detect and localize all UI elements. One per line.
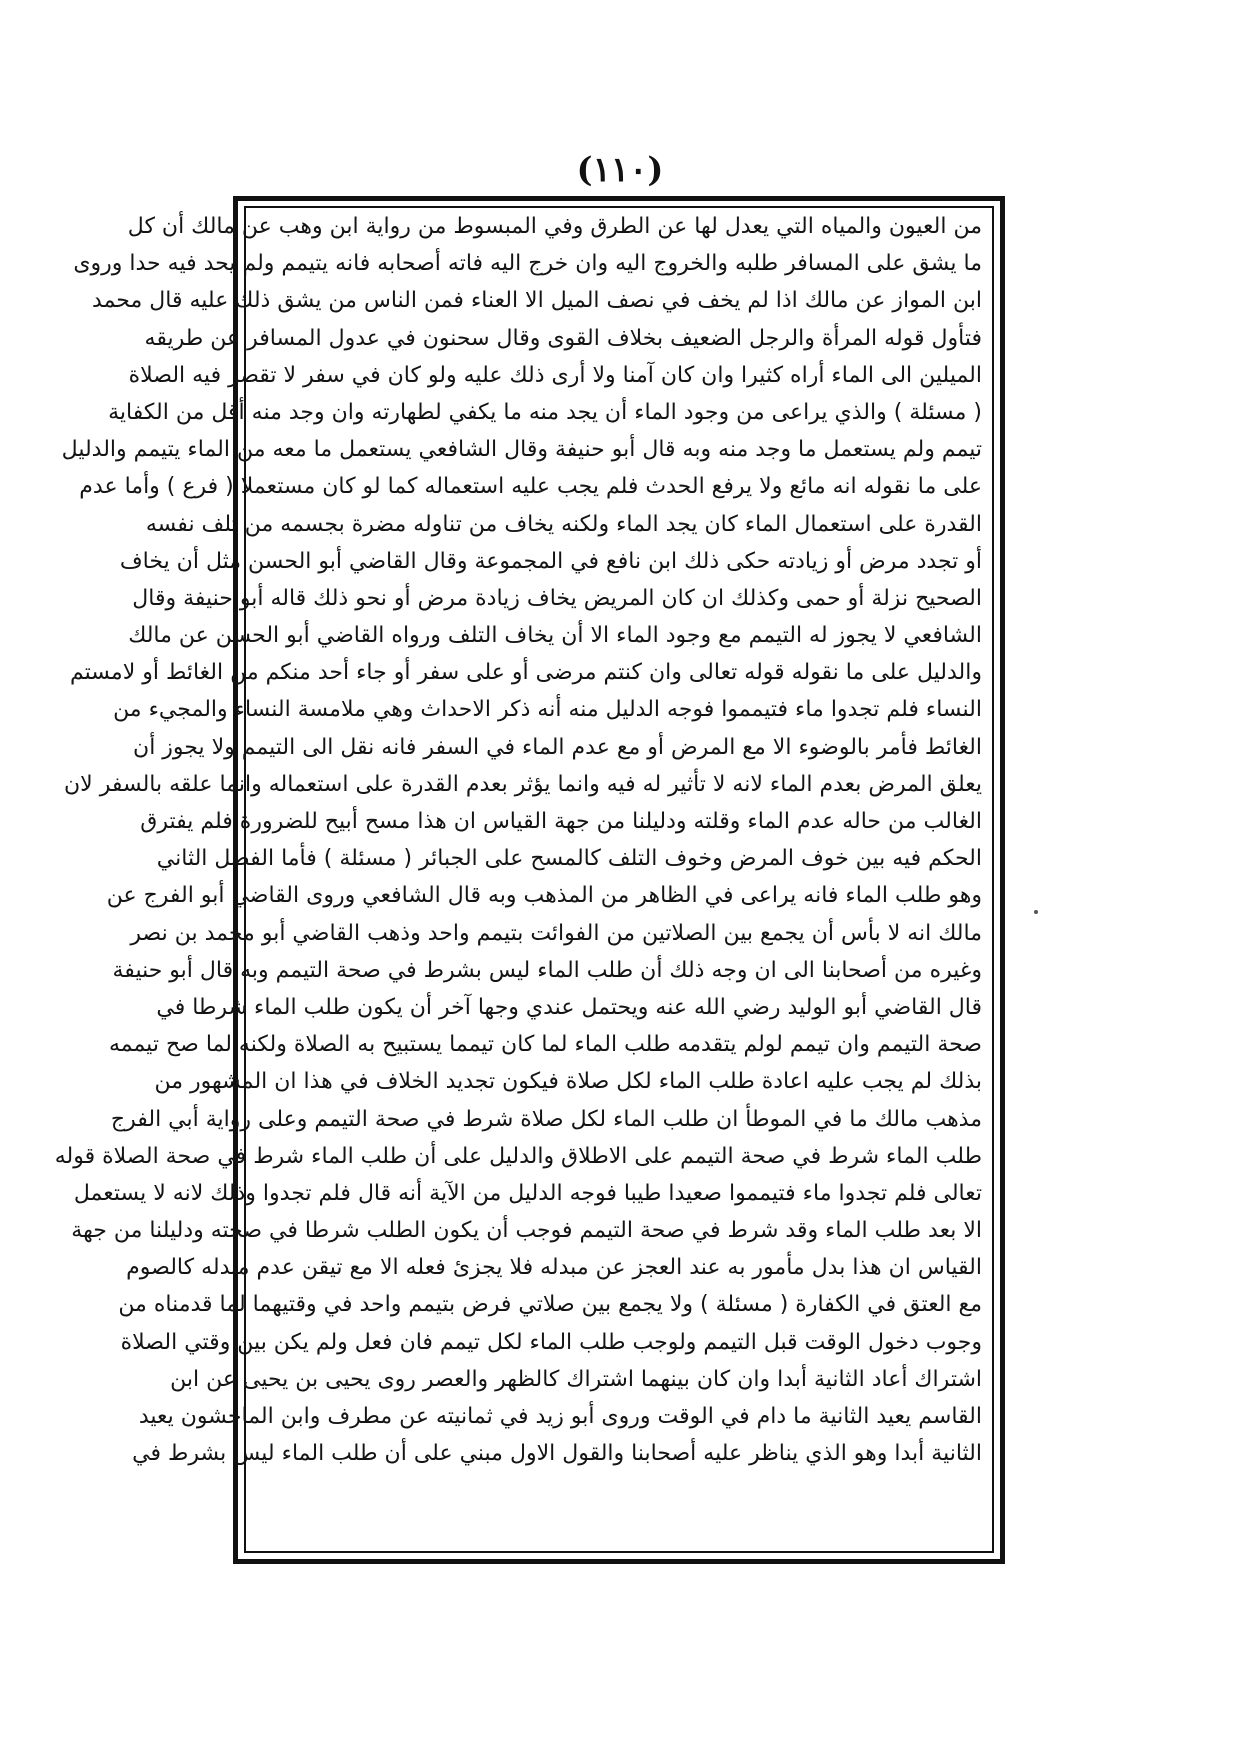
text-line-26: طلب الماء شرط في صحة التيمم على الاطلاق والدليل على أن طلب الماء شرط في صحة الصلاة قوله xyxy=(54,1143,982,1169)
text-line-17: الغالب من حاله عدم الماء وقلته ودليلنا من جهة القياس ان هذا مسح أبيح للضرورة فلم يفترق xyxy=(140,809,982,834)
text-line-32: اشتراك أعاد الثانية أبدا وان كان بينهما اشتراك كالظهر والعصر روى يحيى بن يحيى عن ابن xyxy=(170,1366,982,1392)
text-line-4: فتأول قوله المرأة والرجل الضعيف بخلاف القوى وقال سحنون في عدول المسافر عن طريقه xyxy=(144,325,982,351)
text-line-11: الصحيح نزلة أو حمى وكذلك ان كان المريض يخاف زيادة مرض أو نحو ذلك قاله أبو حنيفة وقال xyxy=(132,585,982,611)
text-line-12: الشافعي لا يجوز له التيمم مع وجود الماء الا أن يخاف التلف ورواه القاضي أبو الحسن عن مالك xyxy=(128,623,982,649)
text-line-6: ( مسئلة ) والذي يراعى من وجود الماء أن يجد منه ما يكفي لطهارته وان وجد منه أقل من الكفاية xyxy=(108,399,982,425)
text-line-29: القياس ان هذا بدل مأمور به عند العجز عن مبدله فلا يجزئ فعله الا مع تيقن عدم مبدله كالصوم xyxy=(126,1255,982,1281)
text-line-3: ابن المواز عن مالك اذا لم يخف في نصف الميل الا العناء فمن الناس من يشق ذلك عليه قال محمد xyxy=(92,288,982,314)
text-line-33: القاسم يعيد الثانية ما دام في الوقت وروى أبو زيد في ثمانيته عن مطرف وابن الماجشون يعيد xyxy=(138,1404,982,1429)
text-line-15: الغائط فأمر بالوضوء الا مع المرض أو مع عدم الماء في السفر فانه نقل الى التيمم ولا يجوز أن xyxy=(133,734,982,760)
text-line-31: وجوب دخول الوقت قبل التيمم ولوجب طلب الماء لكل تيمم فان فعل ولم يكن بين وقتي الصلاة xyxy=(120,1329,982,1355)
text-line-7: تيمم ولم يستعمل ما وجد منه وبه قال أبو حنيفة وقال الشافعي يستعمل ما معه من الماء يتيمم والدليل xyxy=(61,437,982,463)
text-line-9: القدرة على استعمال الماء كان يجد الماء ولكنه يخاف من تناوله مضرة بجسمه من تلف نفسه xyxy=(145,511,982,537)
text-line-1: من العيون والمياه التي يعدل لها عن الطرق وفي المبسوط من رواية ابن وهب عن مالك أن كل xyxy=(127,214,982,239)
text-line-13: والدليل على ما نقوله قوله تعالى وان كنتم مرضى أو على سفر أو جاء أحد منكم من الغائط أو لامستم xyxy=(70,660,982,686)
text-line-28: الا بعد طلب الماء وقد شرط في صحة التيمم فوجب أن يكون الطلب شرطا في صحته ودليلنا من جهة xyxy=(71,1218,982,1244)
text-line-8: على ما نقوله انه مائع ولا يرفع الحدث فلم يجب عليه استعماله كما لو كان مستعملا ( فرع ) وأما عدم xyxy=(79,474,982,500)
text-line-20: مالك انه لا بأس أن يجمع بين الصلاتين من الفوائت بتيمم واحد وذهب القاضي أبو محمد بن نصر xyxy=(130,920,982,946)
text-line-14: النساء فلم تجدوا ماء فتيمموا فوجه الدليل منه أنه ذكر الاحداث وهي ملامسة النساء والمجيء من xyxy=(113,697,982,723)
text-line-16: يعلق المرض بعدم الماء لانه لا تأثير له فيه وانما يؤثر بعدم القدرة على استعماله وانما علقه بالسفر لان xyxy=(64,771,982,797)
text-line-19: وهو طلب الماء فانه يراعى في الظاهر من المذهب وبه قال الشافعي وروى القاضي أبو الفرج عن xyxy=(106,883,982,909)
text-line-27: تعالى فلم تجدوا ماء فتيمموا صعيدا طيبا فوجه الدليل من الآية أنه قال فلم تجدوا وذلك لانه لا يستعمل xyxy=(73,1180,982,1206)
text-line-24: بذلك لم يجب عليه اعادة طلب الماء لكل صلاة فيكون تجديد الخلاف في هذا ان المشهور من xyxy=(154,1069,982,1095)
text-line-23: صحة التيمم وان تيمم لولم يتقدمه طلب الماء لما كان تيمما يستبيح به الصلاة ولكنه لما صح تيممه xyxy=(108,1032,982,1058)
text-line-22: قال القاضي أبو الوليد رضي الله عنه ويحتمل عندي وجها آخر أن يكون طلب الماء شرطا في xyxy=(156,994,982,1020)
text-line-21: وغيره من أصحابنا الى ان وجه ذلك أن طلب الماء ليس بشرط في صحة التيمم وبه قال أبو حنيفة xyxy=(112,957,982,983)
text-line-25: مذهب مالك ما في الموطأ ان طلب الماء لكل صلاة شرط في صحة التيمم وعلى رواية أبي الفرج xyxy=(110,1106,982,1132)
stray-ink-dot xyxy=(1034,910,1038,914)
text-line-2: ما يشق على المسافر طلبه والخروج اليه وان خرج اليه فاته أصحابه فانه يتيمم ولم يحد فيه حدا وروى xyxy=(73,251,982,277)
text-line-30: مع العتق في الكفارة ( مسئلة ) ولا يجمع بين صلاتي فرض بتيمم واحد في وقتيهما لما قدمناه من xyxy=(118,1292,982,1318)
text-line-34: الثانية أبدا وهو الذي يناظر عليه أصحابنا والقول الاول مبني على أن طلب الماء ليس بشرط في xyxy=(132,1441,982,1467)
text-line-18: الحكم فيه بين خوف المرض وخوف التلف كالمسح على الجبائر ( مسئلة ) فأما الفصل الثاني xyxy=(156,846,982,872)
text-line-5: الميلين الى الماء أراه كثيرا وان كان آمنا ولا أرى ذلك عليه ولو كان في سفر لا تقصر فيه الصلاة xyxy=(128,362,982,388)
page-number: (١١٠) xyxy=(576,150,664,190)
text-line-10: أو تجدد مرض أو زيادته حكى ذلك ابن نافع في المجموعة وقال القاضي أبو الحسن مثل أن يخاف xyxy=(119,548,982,574)
body-text xyxy=(54,208,982,1548)
